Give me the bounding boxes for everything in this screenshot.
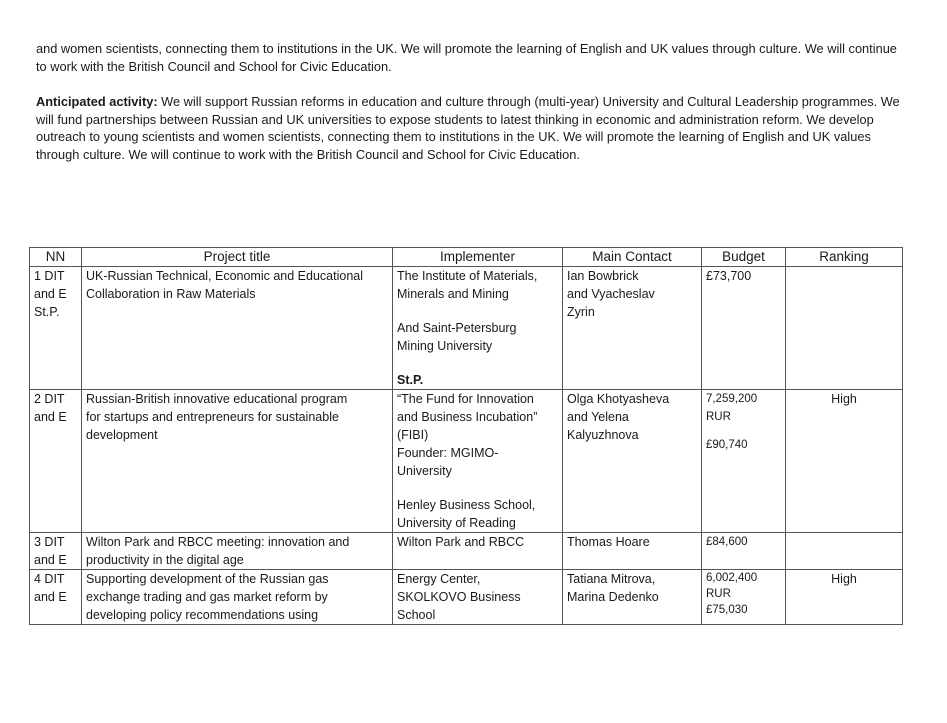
row-budget <box>702 267 786 390</box>
row-main-contact: Tatiana Mitrova, Marina Dedenko <box>563 570 702 625</box>
row-main-contact: Ian Bowbrick and Vyacheslav Zyrin <box>563 267 702 390</box>
row-main-contact: Olga Khotyasheva and Yelena Kalyuzhnova <box>563 390 702 533</box>
row-implementer: Energy Center, SKOLKOVO Business School <box>393 570 563 625</box>
implementer-line: The Institute of Materials, Minerals and Mining <box>397 269 538 301</box>
implementer-line: St.P. <box>397 373 424 387</box>
projects-table <box>29 247 903 625</box>
budget-value: £90,740 <box>706 439 748 451</box>
header-nn: NN <box>30 248 82 267</box>
budget-value: 7,259,200 RUR <box>706 393 758 423</box>
row-implementer <box>393 267 563 390</box>
row-implementer <box>393 390 563 533</box>
implementer-line: And Saint-Petersburg Mining University <box>397 321 517 353</box>
anticipated-activity-text: We will support Russian reforms in education and culture through (multi-year) University and Cultural Leadership programmes. We will fund partnerships between Russian and UK universities to expose students to latest thinking in economic and administration reform. We develop outreach to young scientists and women scientists, connecting them to institutions in the UK. We will promote the learning of English and UK values through culture. We will continue to work with the British Council and School for Civic Education. <box>36 94 900 162</box>
row-main-contact: Thomas Hoare <box>563 533 702 570</box>
row-nn: 3 DIT and E <box>30 533 82 570</box>
table-row <box>30 533 903 570</box>
header-main-contact: Main Contact <box>563 248 702 267</box>
row-project-title: UK-Russian Technical, Economic and Educational Collaboration in Raw Materials <box>82 267 393 390</box>
row-project-title: Wilton Park and RBCC meeting: innovation and productivity in the digital age <box>82 533 393 570</box>
intro-paragraph: and women scientists, connecting them to institutions in the UK. We will promote the learning of English and UK values through culture. We will continue to work with the British Council and School for Civic Education. <box>36 41 897 74</box>
row-nn: 2 DIT and E <box>30 390 82 533</box>
row-project-title: Russian-British innovative educational program for startups and entrepreneurs for sustainable development <box>82 390 393 533</box>
anticipated-activity-label: Anticipated activity: <box>36 94 158 109</box>
implementer-line: “The Fund for Innovation and Business Incubation” (FIBI) Founder: MGIMO- University <box>397 392 538 478</box>
row-ranking: High <box>786 570 903 625</box>
table-row <box>30 570 903 625</box>
table-row <box>30 267 903 390</box>
row-ranking: High <box>786 390 903 533</box>
row-budget: 6,002,400 RUR £75,030 <box>702 570 786 625</box>
row-nn: 1 DIT and E St.P. <box>30 267 82 390</box>
implementer-line: Henley Business School, University of Reading <box>397 498 536 530</box>
budget-value: £73,700 <box>706 269 752 283</box>
row-nn: 4 DIT and E <box>30 570 82 625</box>
header-budget: Budget <box>702 248 786 267</box>
row-budget <box>702 390 786 533</box>
table-header-row <box>30 248 903 267</box>
row-implementer: Wilton Park and RBCC <box>393 533 563 570</box>
header-project-title: Project title <box>82 248 393 267</box>
table-row <box>30 390 903 533</box>
row-ranking <box>786 267 903 390</box>
anticipated-activity-paragraph <box>36 93 944 163</box>
row-ranking <box>786 533 903 570</box>
header-ranking: Ranking <box>786 248 903 267</box>
row-budget: £84,600 <box>702 533 786 570</box>
header-implementer: Implementer <box>393 248 563 267</box>
row-project-title: Supporting development of the Russian gas exchange trading and gas market reform by developing policy recommendations using <box>82 570 393 625</box>
